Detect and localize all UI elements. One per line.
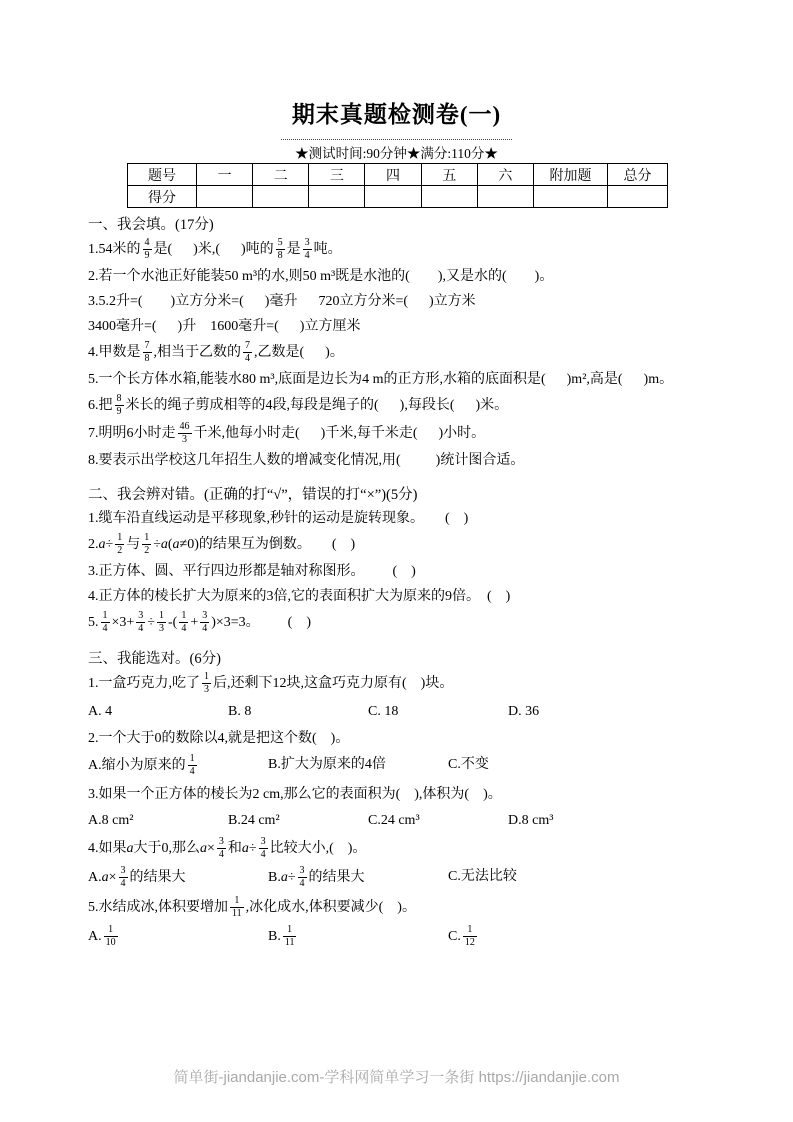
fraction: $\frac{3}{4}$ bbox=[202, 610, 208, 634]
fraction: $\frac{3}{4}$ bbox=[299, 865, 305, 889]
fraction: $\frac{1}{4}$ bbox=[102, 610, 108, 634]
fraction: $\frac{1}{4}$ bbox=[181, 610, 187, 634]
question-line: 1.54米的 $\frac{4}{9}$ 是( )米,( )吨的 $\frac{5}{8}$ 是 $\frac{3}{4}$ 吨。 bbox=[88, 237, 342, 261]
fraction: $\frac{7}{4}$ bbox=[245, 340, 250, 364]
question-line: 2.一个大于0的数除以4,就是把这个数( )。 bbox=[88, 731, 350, 746]
option: D.8 cm³ bbox=[508, 813, 554, 828]
options-row bbox=[88, 925, 712, 949]
sections bbox=[88, 201, 712, 955]
options-row bbox=[88, 754, 712, 778]
math-variable: a bbox=[241, 841, 249, 857]
option: A.8 cm² bbox=[88, 813, 134, 828]
question-line: 5.一个长方体水箱,能装水80 m³,底面是边长为4 m的正方形,水箱的底面积是( )m²,高是( )m。 bbox=[88, 372, 674, 387]
score-table-score-cell: 得分 bbox=[128, 186, 197, 208]
exam-meta-wrap bbox=[0, 139, 793, 164]
question-line: 7.明明6小时走 $\frac{46}{3}$ 千米,他每小时走( )千米,每千米走( )小时。 bbox=[88, 421, 486, 445]
option: C.24 cm³ bbox=[368, 813, 420, 828]
options-row bbox=[88, 701, 712, 722]
question-line: 1.缆车沿直线运动是平移现象,秒针的运动是旋转现象。 ( ) bbox=[88, 511, 469, 526]
fraction: $\frac{1}{2}$ bbox=[144, 532, 150, 556]
option: B.a÷ $\frac{3}{4}$ 的结果大 bbox=[268, 865, 365, 889]
page-title: 期末真题检测卷(一) bbox=[291, 102, 502, 127]
fraction: $\frac{3}{4}$ bbox=[260, 836, 266, 860]
section-1 bbox=[88, 213, 712, 471]
score-table-header-cell: 总分 bbox=[608, 164, 668, 186]
options-row bbox=[88, 866, 712, 890]
fraction: $\frac{1}{4}$ bbox=[189, 753, 195, 777]
fraction: $\frac{3}{4}$ bbox=[138, 610, 144, 634]
fraction: $\frac{3}{4}$ bbox=[120, 865, 126, 889]
question-line: 4.如果a大于0,那么a× $\frac{3}{4}$ 和a÷ $\frac{3}{4}$ 比较大小,( )。 bbox=[88, 836, 367, 860]
score-table-header-cell: 六 bbox=[477, 164, 533, 186]
score-table-header-cell: 附加题 bbox=[534, 164, 608, 186]
option: B.扩大为原来的4倍 bbox=[268, 757, 386, 772]
fraction: $\frac{1}{10}$ bbox=[105, 924, 116, 948]
score-table-header-cell: 一 bbox=[197, 164, 253, 186]
option: C.无法比较 bbox=[448, 869, 517, 884]
question-line: 4.正方体的棱长扩大为原来的3倍,它的表面积扩大为原来的9倍。 ( ) bbox=[88, 589, 511, 604]
question-line: 3.正方体、圆、平行四边形都是轴对称图形。 ( ) bbox=[88, 564, 416, 579]
option: B. $\frac{1}{11}$ bbox=[268, 924, 295, 948]
section-2 bbox=[88, 483, 712, 635]
math-variable: a bbox=[160, 537, 168, 553]
section-heading: 一、我会填。(17分) bbox=[88, 217, 214, 233]
fraction: $\frac{1}{11}$ bbox=[284, 924, 295, 948]
fraction: $\frac{8}{9}$ bbox=[116, 393, 122, 417]
exam-meta-line: ★测试时间:90分钟★满分:110分★ bbox=[281, 139, 512, 164]
option: A.a× $\frac{3}{4}$ 的结果大 bbox=[88, 865, 186, 889]
math-variable: a bbox=[172, 537, 180, 553]
question-line: 3.5.2升=( )立方分米=( )毫升 720立方分米=( )立方米 bbox=[88, 294, 476, 309]
option: D. 36 bbox=[508, 704, 540, 719]
question-line: 5.水结成冰,体积要增加 $\frac{1}{11}$ ,冰化成水,体积要减少( )。 bbox=[88, 895, 416, 919]
math-variable: a bbox=[200, 841, 207, 857]
option: C.不变 bbox=[448, 757, 489, 772]
option: A.缩小为原来的 $\frac{1}{4}$ bbox=[88, 753, 195, 777]
score-table-header-cell: 三 bbox=[309, 164, 365, 186]
score-table-header-cell: 四 bbox=[365, 164, 421, 186]
score-table-header-cell: 题号 bbox=[128, 164, 197, 186]
question-line: 1.一盒巧克力,吃了 $\frac{1}{3}$ 后,还剩下12块,这盒巧克力原有( )块。 bbox=[88, 671, 454, 695]
fraction: $\frac{1}{11}$ bbox=[232, 895, 242, 919]
fraction: $\frac{46}{3}$ bbox=[179, 421, 190, 445]
question-line: 3400毫升=( )升 1600毫升=( )立方厘米 bbox=[88, 319, 361, 334]
fraction: $\frac{1}{2}$ bbox=[117, 532, 123, 556]
score-table-header-row bbox=[128, 164, 668, 186]
question-line: 6.把 $\frac{8}{9}$ 米长的绳子剪成相等的4段,每段是绳子的( ),每段长( )米。 bbox=[88, 393, 509, 417]
question-line: 2.若一个水池正好能装50 m³的水,则50 m³既是水池的( ),又是水的( )。 bbox=[88, 269, 554, 284]
question-line: 4.甲数是 $\frac{7}{8}$ ,相当于乙数的 $\frac{7}{4}$ ,乙数是( )。 bbox=[88, 340, 344, 364]
options-row bbox=[88, 810, 712, 831]
score-table-header-cell: 五 bbox=[421, 164, 477, 186]
math-variable: a bbox=[126, 841, 134, 857]
option: A. 4 bbox=[88, 704, 113, 719]
fraction: $\frac{1}{12}$ bbox=[464, 924, 475, 948]
fraction: $\frac{3}{4}$ bbox=[218, 836, 224, 860]
fraction: $\frac{1}{3}$ bbox=[204, 671, 209, 695]
score-table-header-cell: 二 bbox=[253, 164, 309, 186]
fraction: $\frac{1}{3}$ bbox=[158, 610, 164, 634]
option: C. $\frac{1}{12}$ bbox=[448, 924, 475, 948]
option: B. 8 bbox=[228, 704, 252, 719]
option: A. $\frac{1}{10}$ bbox=[88, 924, 116, 948]
fraction: $\frac{4}{9}$ bbox=[144, 237, 150, 261]
footer-watermark: 简单街-jiandanjie.com-学科网简单学习一条街 https://jiandanjie.com bbox=[173, 1069, 620, 1086]
option: C. 18 bbox=[368, 704, 399, 719]
math-variable: a bbox=[280, 870, 288, 886]
section-heading: 二、我会辨对错。(正确的打“√”，错误的打“×”)(5分) bbox=[88, 487, 418, 503]
math-variable: a bbox=[101, 870, 109, 886]
question-line: 3.如果一个正方体的棱长为2 cm,那么它的表面积为( ),体积为( )。 bbox=[88, 787, 502, 802]
fraction: $\frac{5}{8}$ bbox=[277, 237, 283, 261]
question-line: 5. $\frac{1}{4}$ ×3+ $\frac{3}{4}$ ÷ $\frac{1}{3}$ -( $\frac{1}{4}$ + $\frac{3}{4}$ )×3=3。 ( ) bbox=[88, 610, 311, 634]
section-3 bbox=[88, 647, 712, 949]
section-heading: 三、我能选对。(6分) bbox=[88, 651, 221, 667]
question-line: 8.要表示出学校这几年招生人数的增减变化情况,用( )统计图合适。 bbox=[88, 453, 525, 468]
option: B.24 cm² bbox=[228, 813, 280, 828]
fraction: $\frac{7}{8}$ bbox=[144, 340, 150, 364]
question-line: 2.a÷ $\frac{1}{2}$ 与 $\frac{1}{2}$ ÷a(a≠0)的结果互为倒数。 ( ) bbox=[88, 532, 356, 556]
fraction: $\frac{3}{4}$ bbox=[304, 237, 310, 261]
math-variable: a bbox=[98, 537, 106, 553]
